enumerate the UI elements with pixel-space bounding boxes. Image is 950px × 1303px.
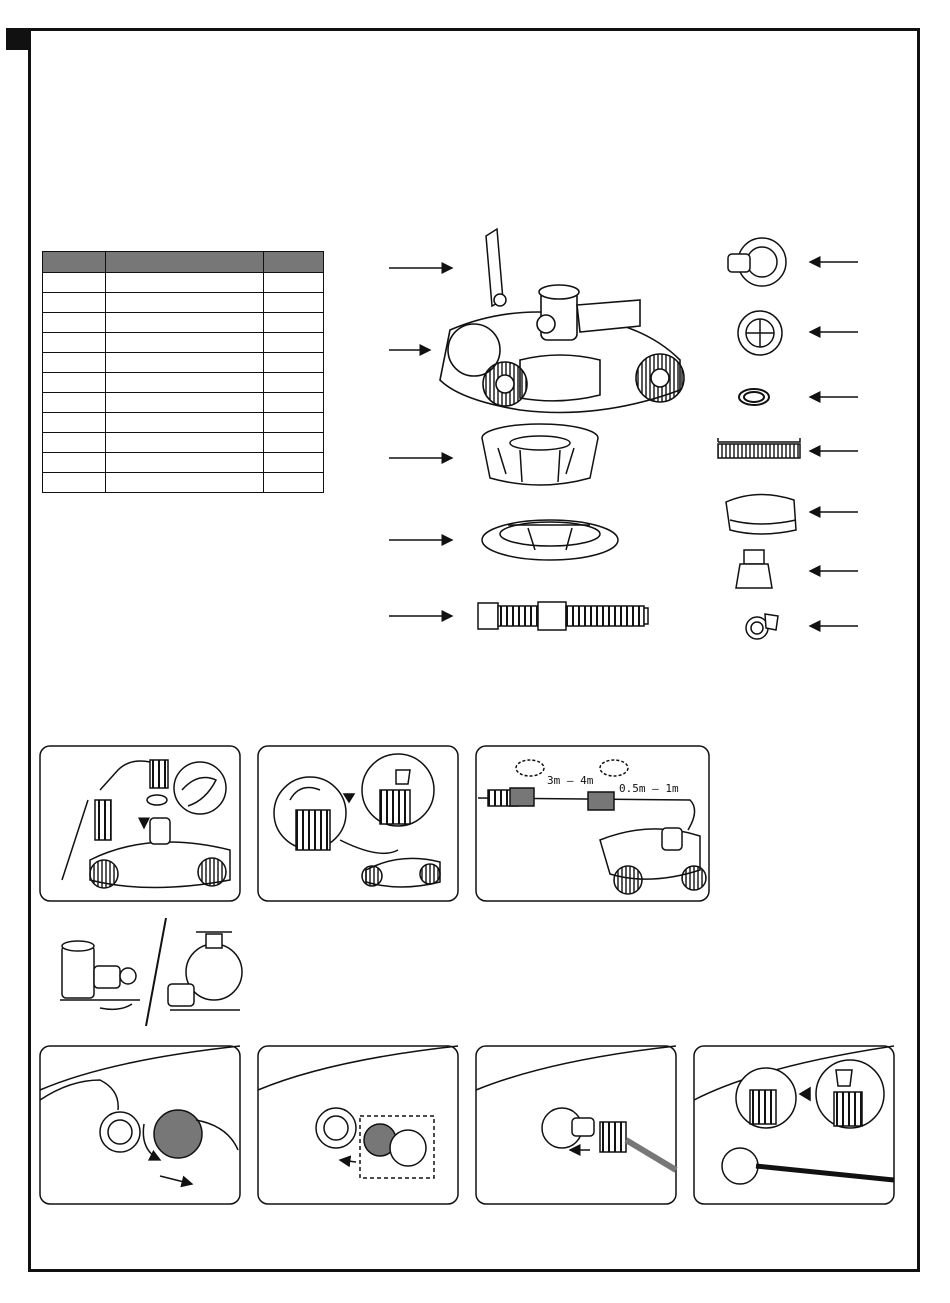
hose-distance-label-1: 3m — 4m xyxy=(547,774,594,787)
wall-adapter-part xyxy=(728,238,786,286)
setup-step-2-panel xyxy=(258,746,458,901)
setup-step-4-panel xyxy=(40,1046,240,1204)
right-callout-arrows xyxy=(810,262,858,626)
o-ring-part xyxy=(739,389,769,405)
pump-filter-options xyxy=(60,918,242,1026)
setup-step-5-panel xyxy=(258,1046,458,1204)
brush-strip-part xyxy=(718,438,800,458)
pool-cleaner-body xyxy=(440,285,684,413)
setup-step-3-panel xyxy=(476,746,709,901)
setup-step-7-panel xyxy=(694,1046,894,1204)
filter-bag-part xyxy=(726,494,796,534)
hose-clamp-part xyxy=(746,614,778,639)
filter-housing-part xyxy=(482,424,598,485)
left-callout-arrows xyxy=(389,268,452,616)
hose-distance-label-2: 0.5m — 1m xyxy=(619,782,679,795)
base-plate-part xyxy=(482,520,618,560)
setup-step-1-panel xyxy=(40,746,240,901)
strainer-cap-part xyxy=(738,311,782,355)
hose-part xyxy=(478,602,648,630)
setup-step-6-panel xyxy=(476,1046,676,1204)
handle-tube-part xyxy=(486,229,506,306)
hose-adapter-part xyxy=(736,550,772,588)
